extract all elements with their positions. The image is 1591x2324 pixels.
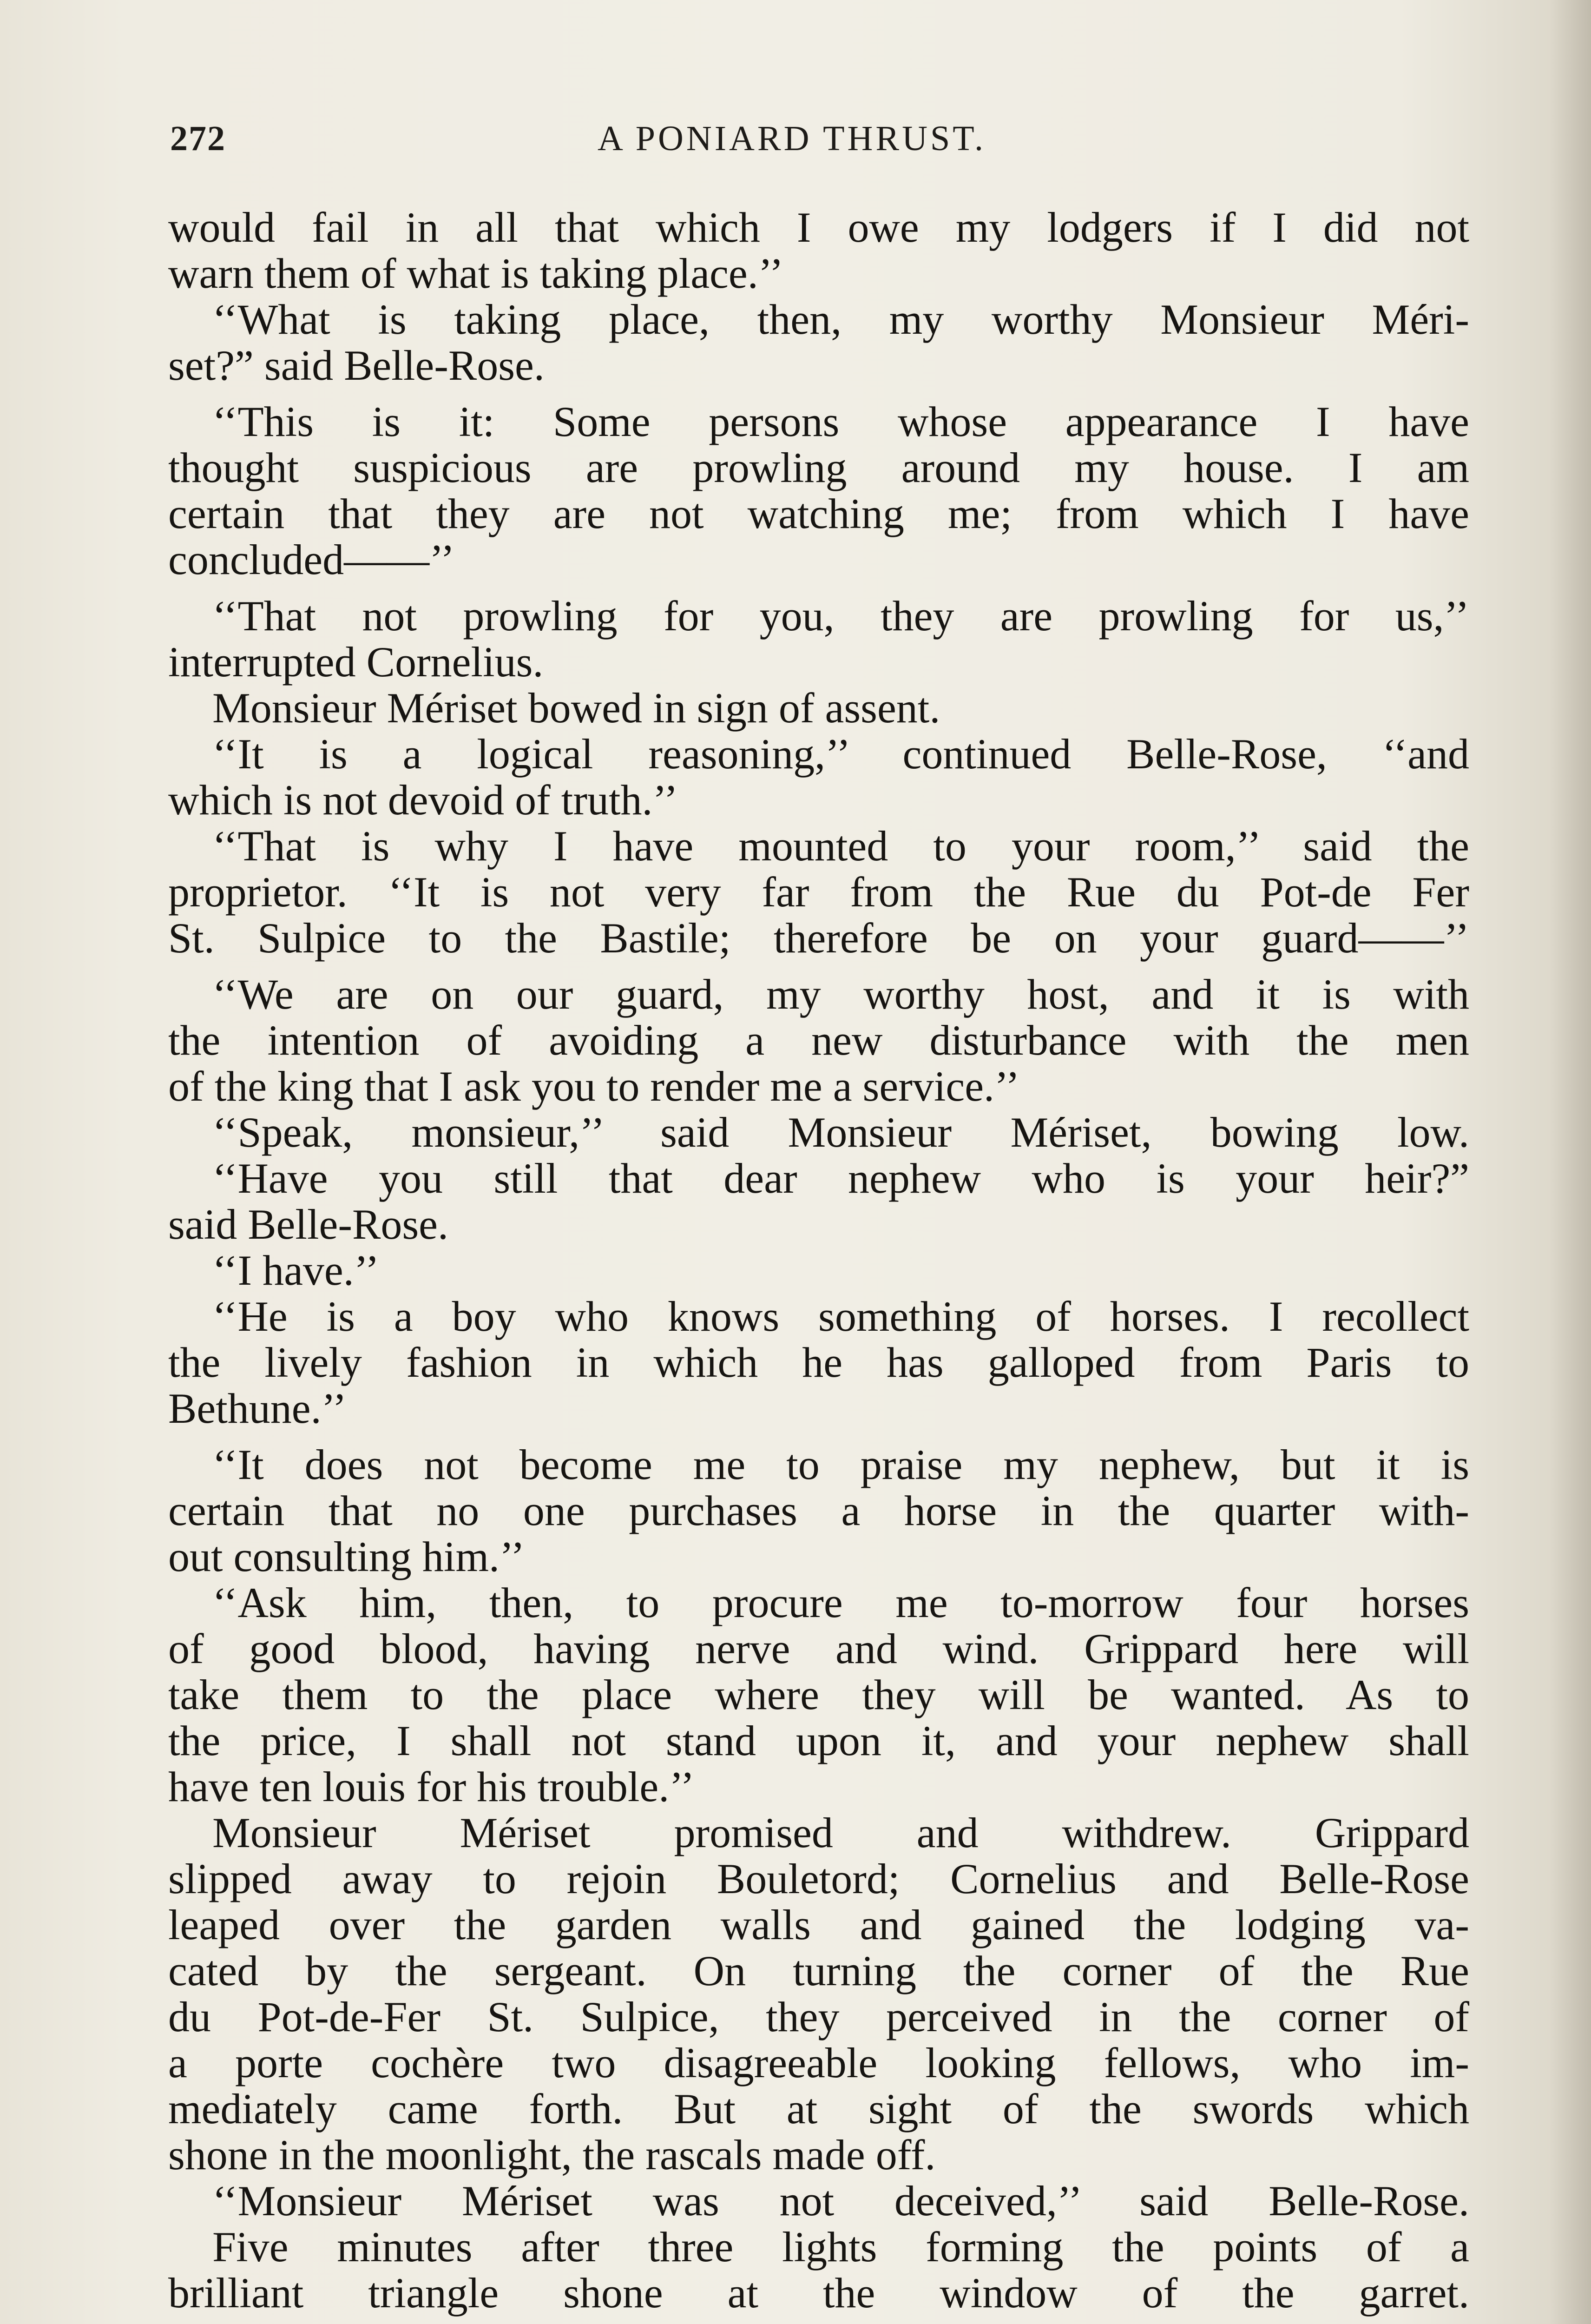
text-line: certain that they are not watching me; from which I have: [168, 490, 1469, 537]
text-line: ‘‘We are on our guard, my worthy host, and it is with: [212, 971, 1469, 1018]
text-line: shone in the moonlight, the rascals made off.: [168, 2131, 936, 2179]
text-line: said Belle-Rose.: [168, 1201, 448, 1248]
text-line: warn them of what is taking place.’’: [168, 250, 784, 297]
text-line: which is not devoid of truth.’’: [168, 776, 678, 824]
text-line: certain that no one purchases a horse in the quarter with-: [168, 1487, 1469, 1534]
text-line: out consulting him.’’: [168, 1533, 525, 1580]
text-line: ‘‘Speak, monsieur,’’ said Monsieur Mériset, bowing low.: [212, 1109, 1469, 1156]
text-line: ‘‘I have.’’: [212, 1247, 380, 1294]
text-line: mediately came forth. But at sight of the swords which: [168, 2085, 1469, 2133]
text-line: proprietor. ‘‘It is not very far from the Rue du Pot-de Fer: [168, 868, 1469, 916]
text-line: the lively fashion in which he has galloped from Paris to: [168, 1339, 1469, 1386]
text-line: interrupted Cornelius.: [168, 638, 544, 686]
text-line: Monsieur Mériset bowed in sign of assent.: [212, 684, 940, 732]
text-line: ‘‘What is taking place, then, my worthy Monsieur Méri-: [212, 296, 1469, 343]
text-line: have ten louis for his trouble.’’: [168, 1763, 695, 1810]
page-header: [170, 119, 1471, 165]
text-line: Monsieur Mériset promised and withdrew. Grippard: [212, 1809, 1469, 1856]
text-line: ‘‘Have you still that dear nephew who is your heir?”: [212, 1155, 1469, 1202]
text-line: ‘‘This is it: Some persons whose appearance I have: [212, 398, 1469, 445]
text-line: set?” said Belle-Rose.: [168, 342, 545, 389]
text-line: the intention of avoiding a new disturbance with the men: [168, 1017, 1469, 1064]
text-line: thought suspicious are prowling around my house. I am: [168, 444, 1469, 491]
page-number: 272: [170, 119, 226, 158]
text-line: of the king that I ask you to render me a service.’’: [168, 1063, 1020, 1110]
text-line: concluded——’’: [168, 536, 455, 583]
text-line: of good blood, having nerve and wind. Grippard here will: [168, 1625, 1469, 1672]
running-title: A PONIARD THRUST.: [598, 119, 986, 158]
text-line: cated by the sergeant. On turning the corner of the Rue: [168, 1947, 1469, 1994]
text-line: leaped over the garden walls and gained the lodging va-: [168, 1901, 1469, 1948]
text-line: the price, I shall not stand upon it, and your nephew shall: [168, 1717, 1469, 1764]
text-line: brilliant triangle shone at the window of the garret.: [168, 2269, 1469, 2317]
text-line: ‘‘That is why I have mounted to your room,’’ said the: [212, 822, 1469, 870]
text-line: take them to the place where they will be wanted. As to: [168, 1671, 1469, 1718]
text-line: ‘‘That not prowling for you, they are prowling for us,’’: [212, 592, 1469, 640]
text-line: Five minutes after three lights forming the points of a: [212, 2223, 1469, 2271]
text-line: ‘‘Monsieur Mériset was not deceived,’’ said Belle-Rose.: [212, 2177, 1469, 2225]
text-line: ‘‘He is a boy who knows something of horses. I recollect: [212, 1293, 1469, 1340]
body-text: [168, 205, 1469, 2316]
text-line: ‘‘It is a logical reasoning,’’ continued Belle-Rose, ‘‘and: [212, 730, 1469, 778]
text-line: du Pot-de-Fer St. Sulpice, they perceived in the corner of: [168, 1993, 1469, 2040]
text-line: slipped away to rejoin Bouletord; Cornelius and Belle-Rose: [168, 1855, 1469, 1902]
text-line: St. Sulpice to the Bastile; therefore be on your guard——’’: [168, 914, 1469, 962]
text-line: ‘‘Ask him, then, to procure me to-morrow four horses: [212, 1579, 1469, 1626]
text-line: a porte cochère two disagreeable looking fellows, who im-: [168, 2039, 1469, 2086]
text-line: ‘‘It does not become me to praise my nephew, but it is: [212, 1441, 1469, 1488]
text-line: would fail in all that which I owe my lodgers if I did not: [168, 204, 1469, 251]
text-line: Bethune.’’: [168, 1385, 347, 1432]
